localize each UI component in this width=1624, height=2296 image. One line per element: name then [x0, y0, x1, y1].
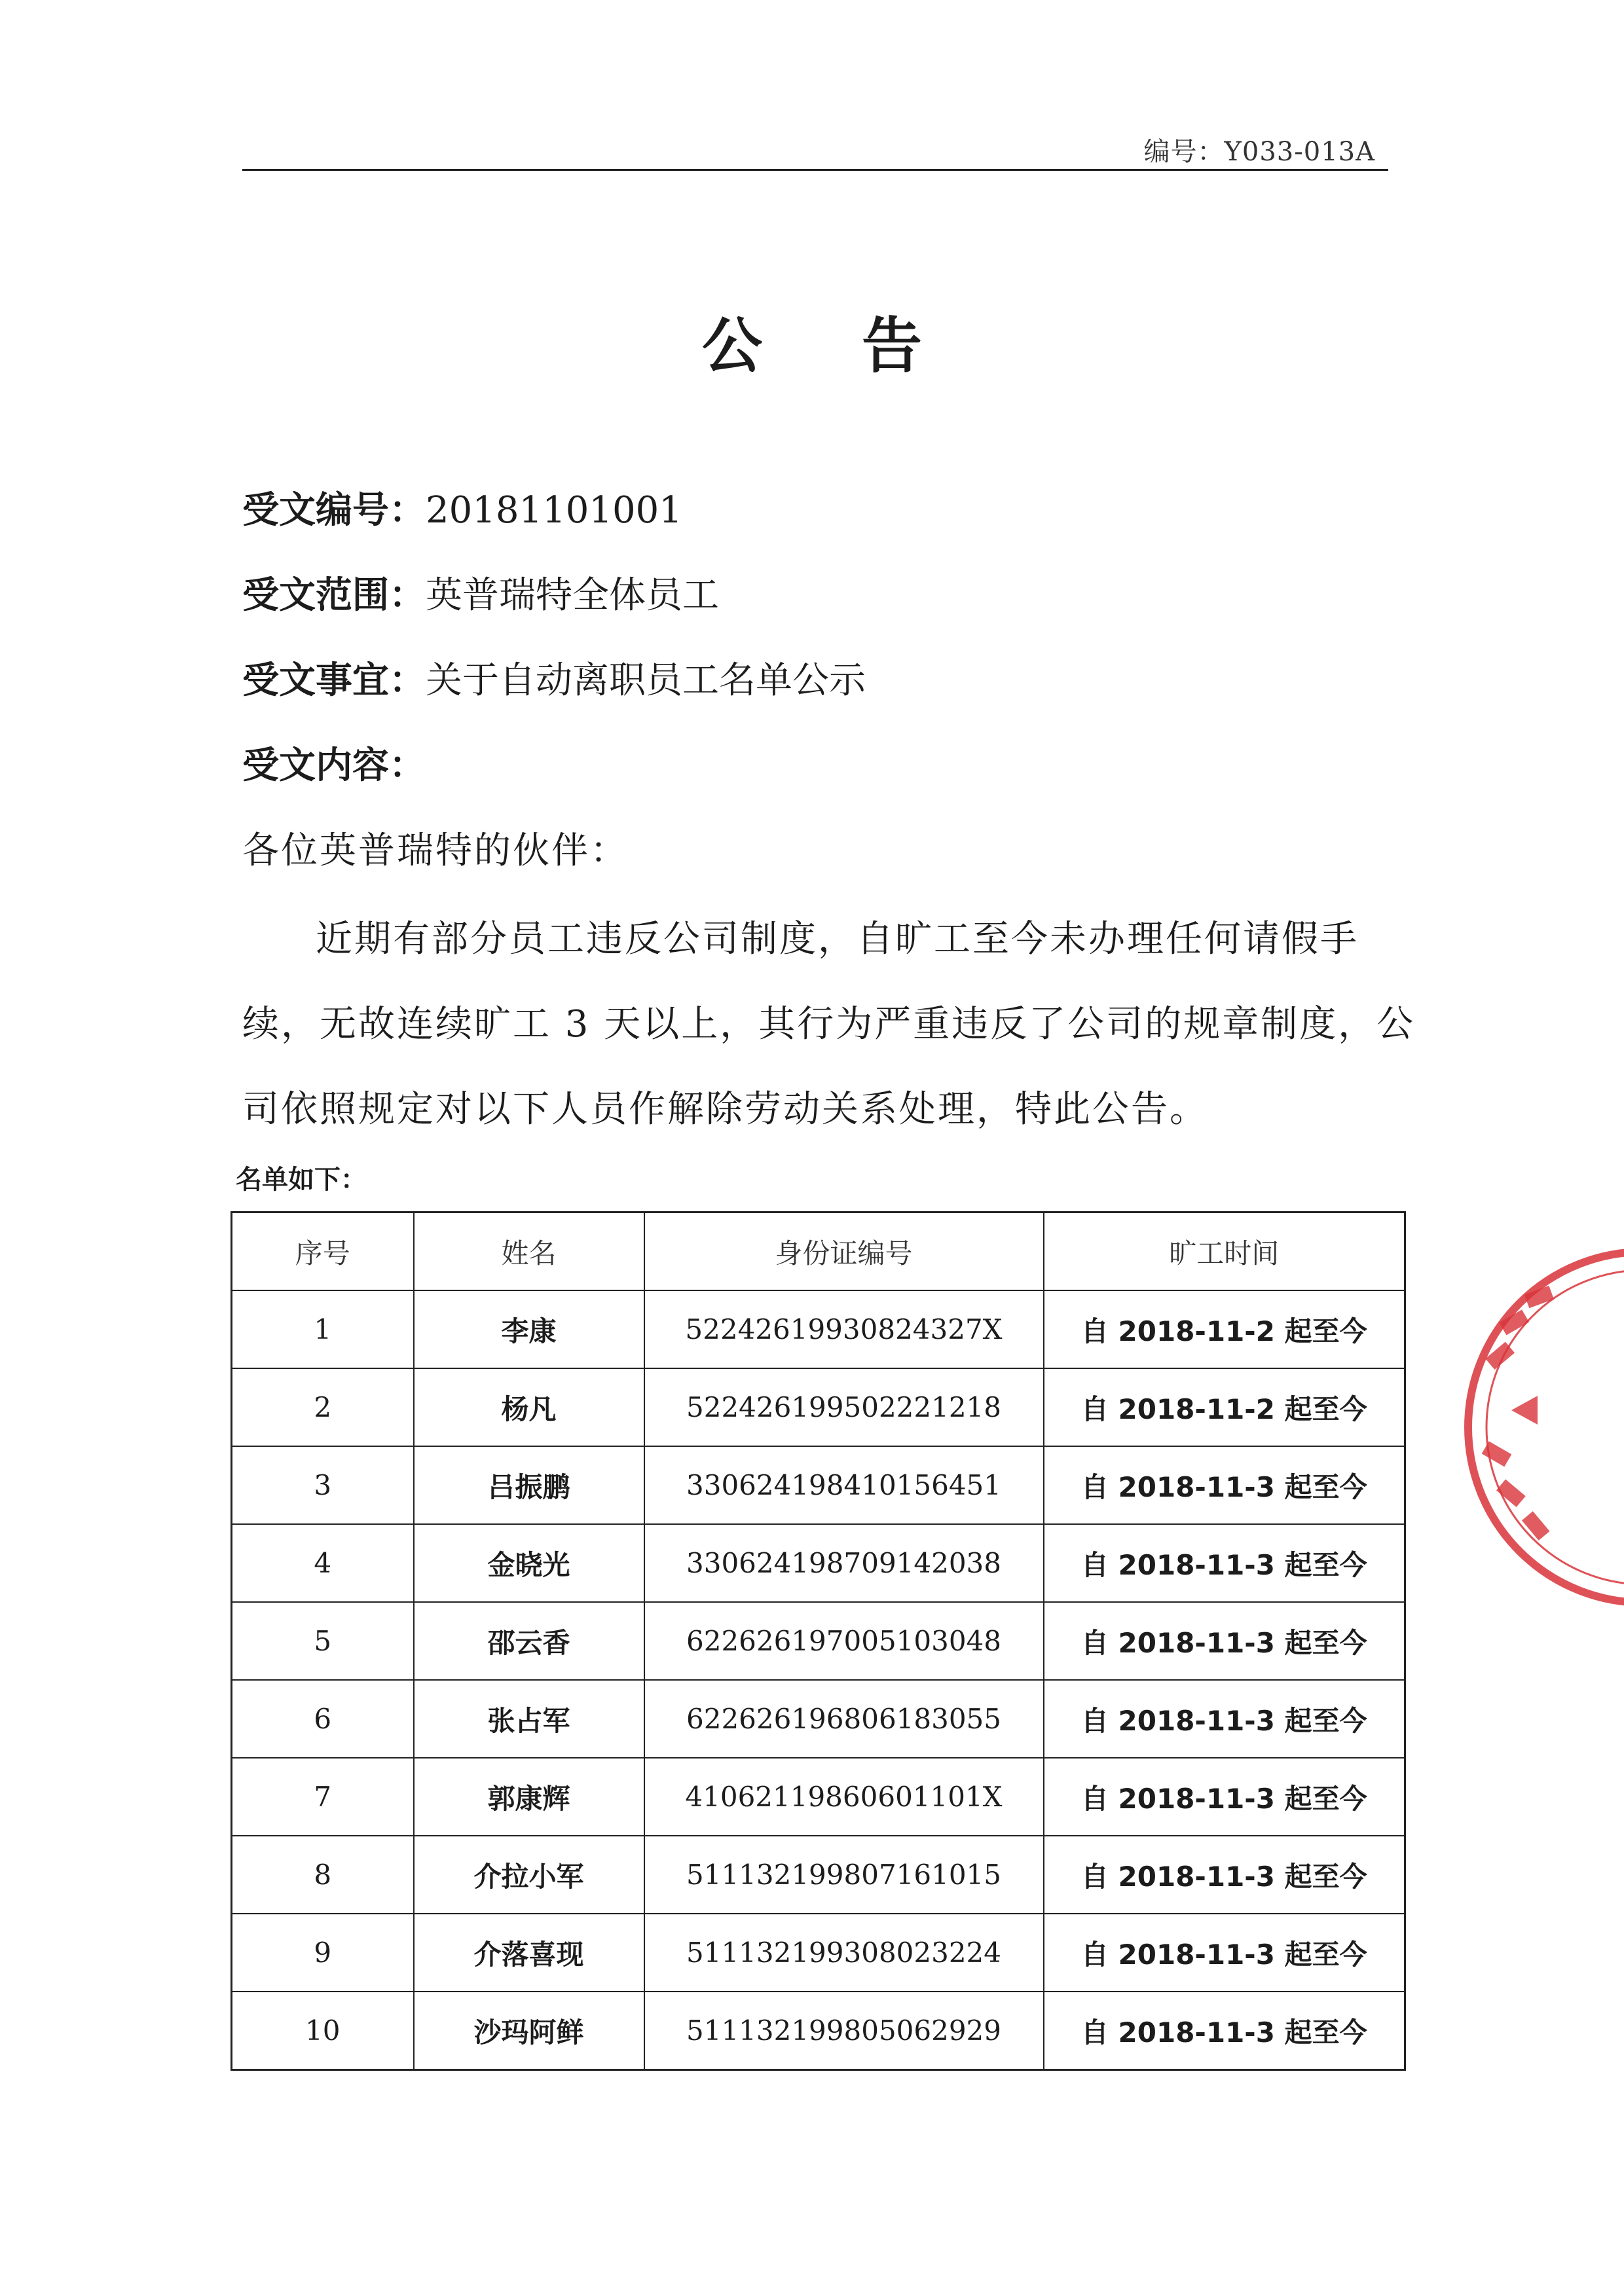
cell-name: 张占军 [414, 1680, 644, 1758]
cell-name: 邵云香 [414, 1602, 644, 1680]
table-row [232, 1524, 1405, 1602]
salutation: 各位英普瑞特的伙伴： [242, 829, 629, 872]
field-label: 受文范围： [242, 574, 426, 617]
cell-no: 7 [232, 1758, 414, 1836]
cell-id-number: 511132199805062929 [644, 1992, 1044, 2070]
page-title: 公 告 [701, 311, 962, 381]
cell-absence-time: 自 2018-11-3 起至今 [1044, 1914, 1405, 1992]
header-id: 身份证编号 [644, 1212, 1044, 1291]
company-seal-icon [1460, 1244, 1624, 1611]
cell-id-number: 511132199807161015 [644, 1836, 1044, 1914]
header-no: 序号 [232, 1212, 414, 1291]
cell-name: 介拉小军 [414, 1836, 644, 1914]
cell-name: 杨凡 [414, 1368, 644, 1446]
cell-absence-time: 自 2018-11-3 起至今 [1044, 1524, 1405, 1602]
cell-no: 2 [232, 1368, 414, 1446]
cell-id-number: 52242619930824327X [644, 1290, 1044, 1368]
cell-absence-time: 自 2018-11-3 起至今 [1044, 1680, 1405, 1758]
cell-no: 4 [232, 1524, 414, 1602]
cell-absence-time: 自 2018-11-3 起至今 [1044, 1758, 1405, 1836]
list-label: 名单如下： [236, 1165, 367, 1195]
cell-name: 李康 [414, 1290, 644, 1368]
cell-absence-time: 自 2018-11-2 起至今 [1044, 1290, 1405, 1368]
cell-no: 6 [232, 1680, 414, 1758]
dismissal-table [231, 1211, 1406, 2071]
cell-name: 郭康辉 [414, 1758, 644, 1836]
cell-name: 沙玛阿鲜 [414, 1992, 644, 2070]
cell-id-number: 41062119860601101X [644, 1758, 1044, 1836]
table-row [232, 1368, 1405, 1446]
cell-no: 10 [232, 1992, 414, 2070]
cell-name: 吕振鹏 [414, 1446, 644, 1524]
body-line: 近期有部分员工违反公司制度，自旷工至今未办理任何请假手 [316, 918, 1359, 960]
cell-id-number: 622626196806183055 [644, 1680, 1044, 1758]
table-row [232, 1290, 1405, 1368]
body-line: 司依照规定对以下人员作解除劳动关系处理，特此公告。 [242, 1088, 1208, 1131]
cell-id-number: 330624198410156451 [644, 1446, 1044, 1524]
cell-absence-time: 自 2018-11-3 起至今 [1044, 1836, 1405, 1914]
field-subject [242, 651, 866, 704]
cell-name: 介落喜现 [414, 1914, 644, 1992]
table-header-row [232, 1212, 1405, 1291]
field-value: 20181101001 [426, 489, 682, 532]
field-doc-id [242, 481, 682, 534]
cell-id-number: 511132199308023224 [644, 1914, 1044, 1992]
field-label: 受文编号： [242, 489, 426, 532]
table-row [232, 1680, 1405, 1758]
cell-no: 5 [232, 1602, 414, 1680]
header-time: 旷工时间 [1044, 1212, 1405, 1291]
header-rule [242, 169, 1388, 171]
table-row [232, 1446, 1405, 1524]
field-label: 受文内容： [242, 744, 426, 787]
field-label: 受文事宜： [242, 659, 426, 702]
document-number: 编号：Y033-013A [1143, 137, 1375, 167]
table-row [232, 1992, 1405, 2070]
cell-id-number: 330624198709142038 [644, 1524, 1044, 1602]
table-row [232, 1758, 1405, 1836]
cell-id-number: 522426199502221218 [644, 1368, 1044, 1446]
cell-id-number: 622626197005103048 [644, 1602, 1044, 1680]
table-row [232, 1602, 1405, 1680]
field-content [242, 737, 426, 789]
cell-absence-time: 自 2018-11-2 起至今 [1044, 1368, 1405, 1446]
header-name: 姓名 [414, 1212, 644, 1291]
table-row [232, 1836, 1405, 1914]
cell-absence-time: 自 2018-11-3 起至今 [1044, 1992, 1405, 2070]
field-value: 关于自动离职员工名单公示 [426, 659, 866, 702]
cell-name: 金晓光 [414, 1524, 644, 1602]
table-row [232, 1914, 1405, 1992]
cell-no: 1 [232, 1290, 414, 1368]
cell-absence-time: 自 2018-11-3 起至今 [1044, 1446, 1405, 1524]
field-scope [242, 566, 719, 619]
cell-no: 8 [232, 1836, 414, 1914]
cell-absence-time: 自 2018-11-3 起至今 [1044, 1602, 1405, 1680]
body-line: 续，无故连续旷工 3 天以上，其行为严重违反了公司的规章制度，公 [242, 1003, 1416, 1046]
field-value: 英普瑞特全体员工 [426, 574, 719, 617]
cell-no: 3 [232, 1446, 414, 1524]
cell-no: 9 [232, 1914, 414, 1992]
